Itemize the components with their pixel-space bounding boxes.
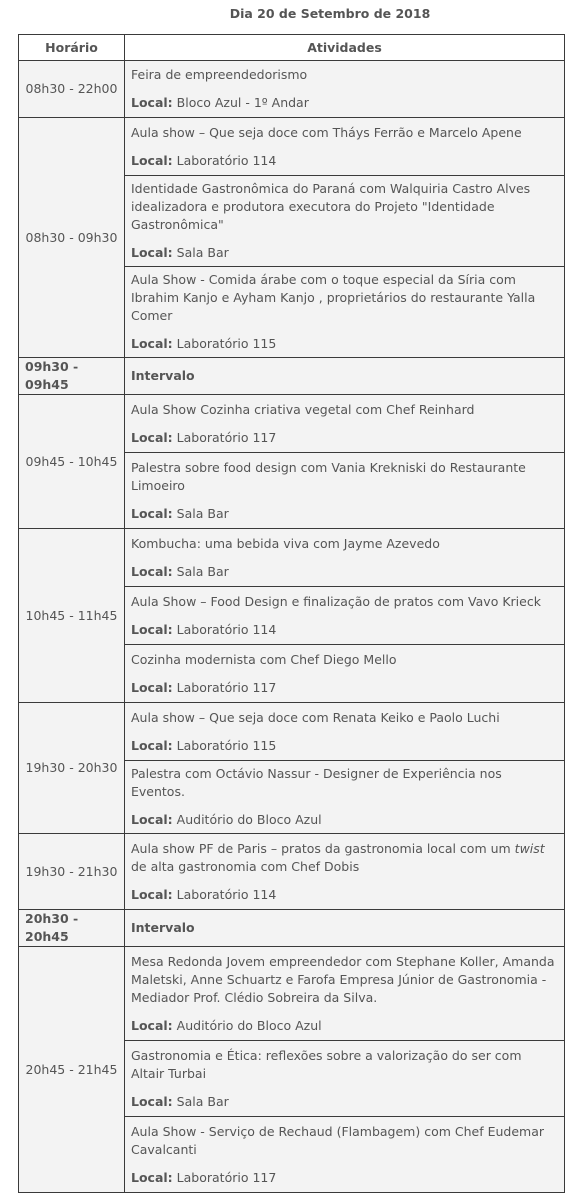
activity-description: Aula Show - Serviço de Rechaud (Flambagem) com Chef Eudemar Cavalcanti xyxy=(131,1123,545,1157)
location-label: Local: xyxy=(131,737,173,753)
time-cell: 08h30 - 09h30 xyxy=(19,118,125,358)
activity-cell xyxy=(125,761,565,834)
schedule-table xyxy=(18,34,565,1193)
location-label: Local: xyxy=(131,336,173,351)
activity-location xyxy=(131,419,558,451)
activity-location xyxy=(131,1159,558,1191)
activity-cell xyxy=(125,453,565,529)
activity-location xyxy=(131,495,558,527)
activity-row xyxy=(19,61,565,118)
activity-cell xyxy=(125,395,565,453)
activity-row xyxy=(19,947,565,1041)
activity-cell xyxy=(125,1117,565,1193)
activity-cell xyxy=(125,176,565,267)
activity-description: Mesa Redonda Jovem empreendedor com Stephane Koller, Amanda Maletski, Anne Schuartz e Farofa Empresa Júnior de Gastronomia - Mediador Prof. Clédio Sobreira da Silva. xyxy=(131,953,555,1005)
activity-description: Aula Show Cozinha criativa vegetal com Chef Reinhard xyxy=(131,401,475,417)
activity-location xyxy=(131,325,558,357)
activity-description: Cozinha modernista com Chef Diego Mello xyxy=(131,651,397,667)
activity-description: Gastronomia e Ética: reflexões sobre a valorização do ser com Altair Turbai xyxy=(131,1047,522,1081)
location-label: Local: xyxy=(131,95,173,110)
activity-description: Kombucha: uma bebida viva com Jayme Azevedo xyxy=(131,535,440,551)
location-label: Local: xyxy=(131,679,173,695)
activity-description xyxy=(131,836,558,876)
location-value: Laboratório 114 xyxy=(176,621,277,637)
emphasis-text: twist xyxy=(514,840,545,856)
location-value: Laboratório 117 xyxy=(176,679,277,695)
activity-cell xyxy=(125,947,565,1041)
activity-description: Feira de empreendedorismo xyxy=(131,67,308,82)
time-cell: 09h30 - 09h45 xyxy=(19,358,125,395)
location-value: Laboratório 114 xyxy=(176,886,277,902)
location-label: Local: xyxy=(131,1169,173,1185)
activity-description: Aula Show - Comida árabe com o toque especial da Síria com Ibrahim Kanjo e Ayham Kanjo , proprietários do restaurante Yalla Comer xyxy=(131,272,536,323)
activity-description: Palestra com Octávio Nassur - Designer de Experiência nos Eventos. xyxy=(131,766,502,799)
location-value: Auditório do Bloco Azul xyxy=(176,812,322,827)
time-cell: 10h45 - 11h45 xyxy=(19,529,125,703)
activity-cell xyxy=(125,645,565,703)
location-label: Local: xyxy=(131,152,173,168)
activity-description: Palestra sobre food design com Vania Krekniski do Restaurante Limoeiro xyxy=(131,459,526,493)
activity-row xyxy=(19,118,565,176)
activity-location xyxy=(131,1007,558,1039)
location-value: Sala Bar xyxy=(176,245,229,260)
activity-cell xyxy=(125,529,565,587)
activity-row xyxy=(19,703,565,761)
time-cell: 20h30 - 20h45 xyxy=(19,910,125,947)
activity-description: Aula show – Que seja doce com Renata Keiko e Paolo Luchi xyxy=(131,709,500,725)
schedule-body xyxy=(19,61,565,1193)
location-value: Sala Bar xyxy=(176,1093,229,1109)
location-label: Local: xyxy=(131,245,173,260)
location-value: Sala Bar xyxy=(176,505,229,521)
interval-label: Intervalo xyxy=(125,910,565,947)
activity-cell xyxy=(125,587,565,645)
location-label: Local: xyxy=(131,812,173,827)
description-part: Aula show PF de Paris – pratos da gastronomia local com um xyxy=(131,840,515,856)
activity-description: Aula Show – Food Design e finalização de pratos com Vavo Krieck xyxy=(131,593,541,609)
activity-location xyxy=(131,84,558,116)
activity-cell xyxy=(125,61,565,118)
activity-cell xyxy=(125,703,565,761)
activity-location xyxy=(131,876,558,908)
header-activities: Atividades xyxy=(125,35,565,61)
interval-row xyxy=(19,910,565,947)
time-cell: 20h45 - 21h45 xyxy=(19,947,125,1193)
location-value: Laboratório 114 xyxy=(176,152,277,168)
interval-label: Intervalo xyxy=(125,358,565,395)
location-label: Local: xyxy=(131,886,173,902)
location-value: Bloco Azul - 1º Andar xyxy=(176,95,309,110)
location-value: Laboratório 117 xyxy=(176,429,277,445)
location-label: Local: xyxy=(131,563,173,579)
activity-cell xyxy=(125,118,565,176)
location-value: Laboratório 115 xyxy=(176,336,277,351)
location-label: Local: xyxy=(131,429,173,445)
activity-description: Identidade Gastronômica do Paraná com Walquiria Castro Alves idealizadora e produtora executora do Projeto "Identidade Gastronômica" xyxy=(131,181,531,232)
activity-description: Aula show – Que seja doce com Tháys Ferrão e Marcelo Apene xyxy=(131,124,522,140)
interval-row xyxy=(19,358,565,395)
time-cell: 19h30 - 20h30 xyxy=(19,703,125,834)
location-value: Auditório do Bloco Azul xyxy=(176,1017,322,1033)
activity-row xyxy=(19,834,565,910)
location-label: Local: xyxy=(131,1017,173,1033)
activity-location xyxy=(131,142,558,174)
activity-location xyxy=(131,801,558,833)
activity-location xyxy=(131,727,558,759)
location-value: Laboratório 117 xyxy=(176,1169,277,1185)
activity-row xyxy=(19,529,565,587)
activity-row xyxy=(19,395,565,453)
page-title: Dia 20 de Setembro de 2018 xyxy=(229,6,431,21)
description-part: de alta gastronomia com Chef Dobis xyxy=(131,858,360,874)
activity-location xyxy=(131,553,558,585)
location-label: Local: xyxy=(131,505,173,521)
header-time: Horário xyxy=(19,35,125,61)
activity-cell xyxy=(125,834,565,910)
table-header-row xyxy=(19,35,565,61)
location-value: Sala Bar xyxy=(176,563,229,579)
activity-location xyxy=(131,669,558,701)
time-cell: 09h45 - 10h45 xyxy=(19,395,125,529)
activity-cell xyxy=(125,1041,565,1117)
time-cell: 08h30 - 22h00 xyxy=(19,61,125,118)
location-label: Local: xyxy=(131,621,173,637)
activity-location xyxy=(131,611,558,643)
location-label: Local: xyxy=(131,1093,173,1109)
activity-location xyxy=(131,234,558,266)
activity-location xyxy=(131,1083,558,1115)
location-value: Laboratório 115 xyxy=(176,737,277,753)
time-cell: 19h30 - 21h30 xyxy=(19,834,125,910)
activity-cell xyxy=(125,267,565,358)
